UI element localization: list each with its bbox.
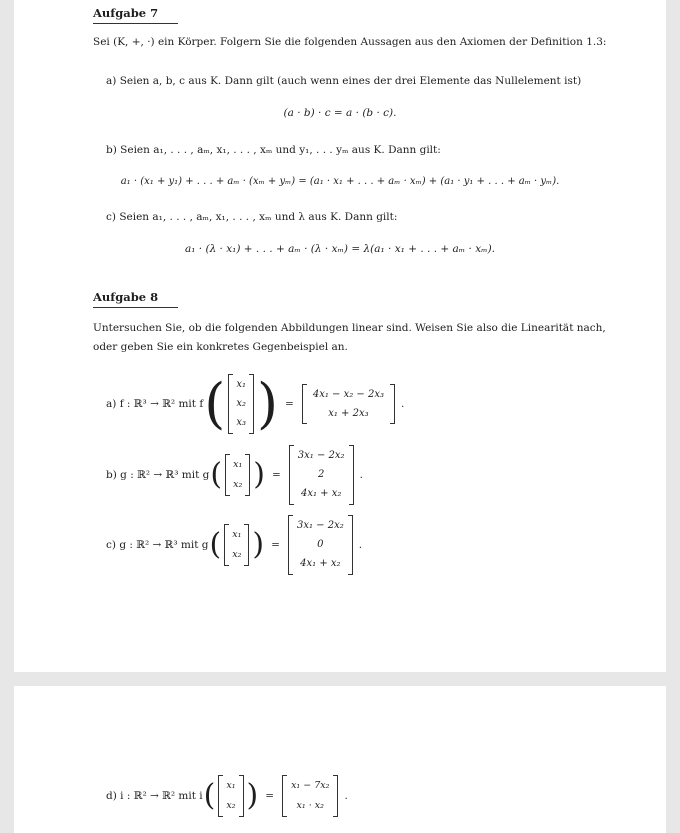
vector-entry: 3x₁ − 2x₂ bbox=[296, 519, 344, 531]
vector-entry: x₁ + 2x₃ bbox=[328, 407, 369, 419]
output-vector bbox=[288, 515, 353, 575]
mapping-label: c) g : ℝ² → ℝ³ mit g bbox=[106, 539, 209, 551]
vector-entry: 2 bbox=[317, 468, 325, 480]
vector-entry: x₁ − 7x₂ bbox=[291, 780, 330, 791]
close-paren: ) bbox=[253, 457, 265, 492]
output-vector bbox=[289, 445, 354, 505]
close-paren: ) bbox=[246, 778, 259, 813]
vector-entry: 4x₁ + x₂ bbox=[300, 488, 342, 500]
period: . bbox=[358, 539, 363, 551]
output-vector bbox=[302, 384, 395, 424]
vector-entry: x₂ bbox=[232, 549, 242, 560]
open-paren: ( bbox=[210, 457, 223, 492]
aufgabe-8-a-mapping bbox=[106, 371, 404, 437]
aufgabe-8-d-mapping bbox=[106, 774, 348, 818]
equals-sign: = bbox=[265, 790, 275, 802]
vector-entry: 4x₁ + x₂ bbox=[300, 558, 341, 570]
equals-sign: = bbox=[285, 398, 294, 410]
aufgabe-7-a-text: a) Seien a, b, c aus K. Dann gilt (auch wenn eines der drei Elemente das Nullelement ist) bbox=[106, 75, 582, 87]
aufgabe-7-a-formula: (a · b) · c = a · (b · c). bbox=[283, 107, 397, 119]
vector-entry: 3x₁ − 2x₂ bbox=[297, 449, 345, 461]
open-paren: ( bbox=[209, 527, 222, 562]
aufgabe-8-intro-line-2: oder geben Sie ein konkretes Gegenbeispiel an. bbox=[93, 341, 348, 353]
input-vector bbox=[224, 524, 249, 566]
aufgabe-8-intro-line-1: Untersuchen Sie, ob die folgenden Abbildungen linear sind. Weisen Sie also die Linearität nach, bbox=[93, 322, 606, 334]
mapping-label: b) g : ℝ² → ℝ³ mit g bbox=[106, 469, 210, 481]
page-2 bbox=[14, 686, 666, 833]
vector-entry: x₂ bbox=[233, 479, 243, 490]
aufgabe-7-b-formula: a₁ · (x₁ + y₁) + . . . + aₘ · (xₘ + yₘ) = (a₁ · x₁ + . . . + aₘ · xₘ) + (a₁ · y₁ + . . . + aₘ · yₘ). bbox=[120, 176, 560, 187]
aufgabe-7-c-text: c) Seien a₁, . . . , aₘ, x₁, . . . , xₘ und λ aus K. Dann gilt: bbox=[106, 211, 398, 223]
mapping-label: d) i : ℝ² → ℝ² mit i bbox=[106, 790, 203, 802]
equals-sign: = bbox=[271, 539, 280, 551]
aufgabe-7-c-formula: a₁ · (λ · x₁) + . . . + aₘ · (λ · xₘ) = λ(a₁ · x₁ + . . . + aₘ · xₘ). bbox=[184, 243, 496, 255]
vector-entry: x₂ bbox=[226, 800, 236, 811]
vector-entry: x₃ bbox=[236, 417, 246, 429]
vector-entry: x₁ bbox=[233, 459, 243, 470]
vector-entry: x₁ · x₂ bbox=[296, 800, 324, 811]
aufgabe-8-heading: Aufgabe 8 bbox=[93, 290, 178, 308]
vector-entry: x₁ bbox=[236, 378, 246, 390]
period: . bbox=[359, 469, 363, 481]
aufgabe-7-heading: Aufgabe 7 bbox=[93, 6, 178, 24]
mapping-label: a) f : ℝ³ → ℝ² mit f bbox=[106, 398, 204, 410]
input-vector bbox=[225, 454, 250, 496]
vector-entry: 0 bbox=[317, 538, 324, 550]
aufgabe-7-intro: Sei (K, +, ·) ein Körper. Folgern Sie die folgenden Aussagen aus den Axiomen der Definition 1.3: bbox=[93, 36, 607, 48]
aufgabe-8-c-mapping bbox=[106, 514, 362, 576]
close-paren: ) bbox=[256, 372, 279, 435]
vector-entry: x₁ bbox=[232, 529, 242, 540]
aufgabe-7-b-text: b) Seien a₁, . . . , aₘ, x₁, . . . , xₘ und y₁, . . . yₘ aus K. Dann gilt: bbox=[106, 144, 441, 156]
open-paren: ( bbox=[204, 372, 226, 435]
open-paren: ( bbox=[203, 778, 216, 813]
input-vector bbox=[228, 374, 254, 434]
period: . bbox=[344, 790, 348, 802]
vector-entry: x₂ bbox=[236, 397, 246, 409]
output-vector bbox=[282, 775, 338, 817]
equals-sign: = bbox=[271, 469, 281, 481]
close-paren: ) bbox=[252, 527, 265, 562]
input-vector bbox=[218, 775, 243, 817]
page-1 bbox=[14, 0, 666, 672]
aufgabe-8-b-mapping bbox=[106, 444, 363, 506]
period: . bbox=[401, 398, 405, 410]
vector-entry: 4x₁ − x₂ − 2x₃ bbox=[312, 388, 385, 400]
vector-entry: x₁ bbox=[226, 780, 236, 791]
